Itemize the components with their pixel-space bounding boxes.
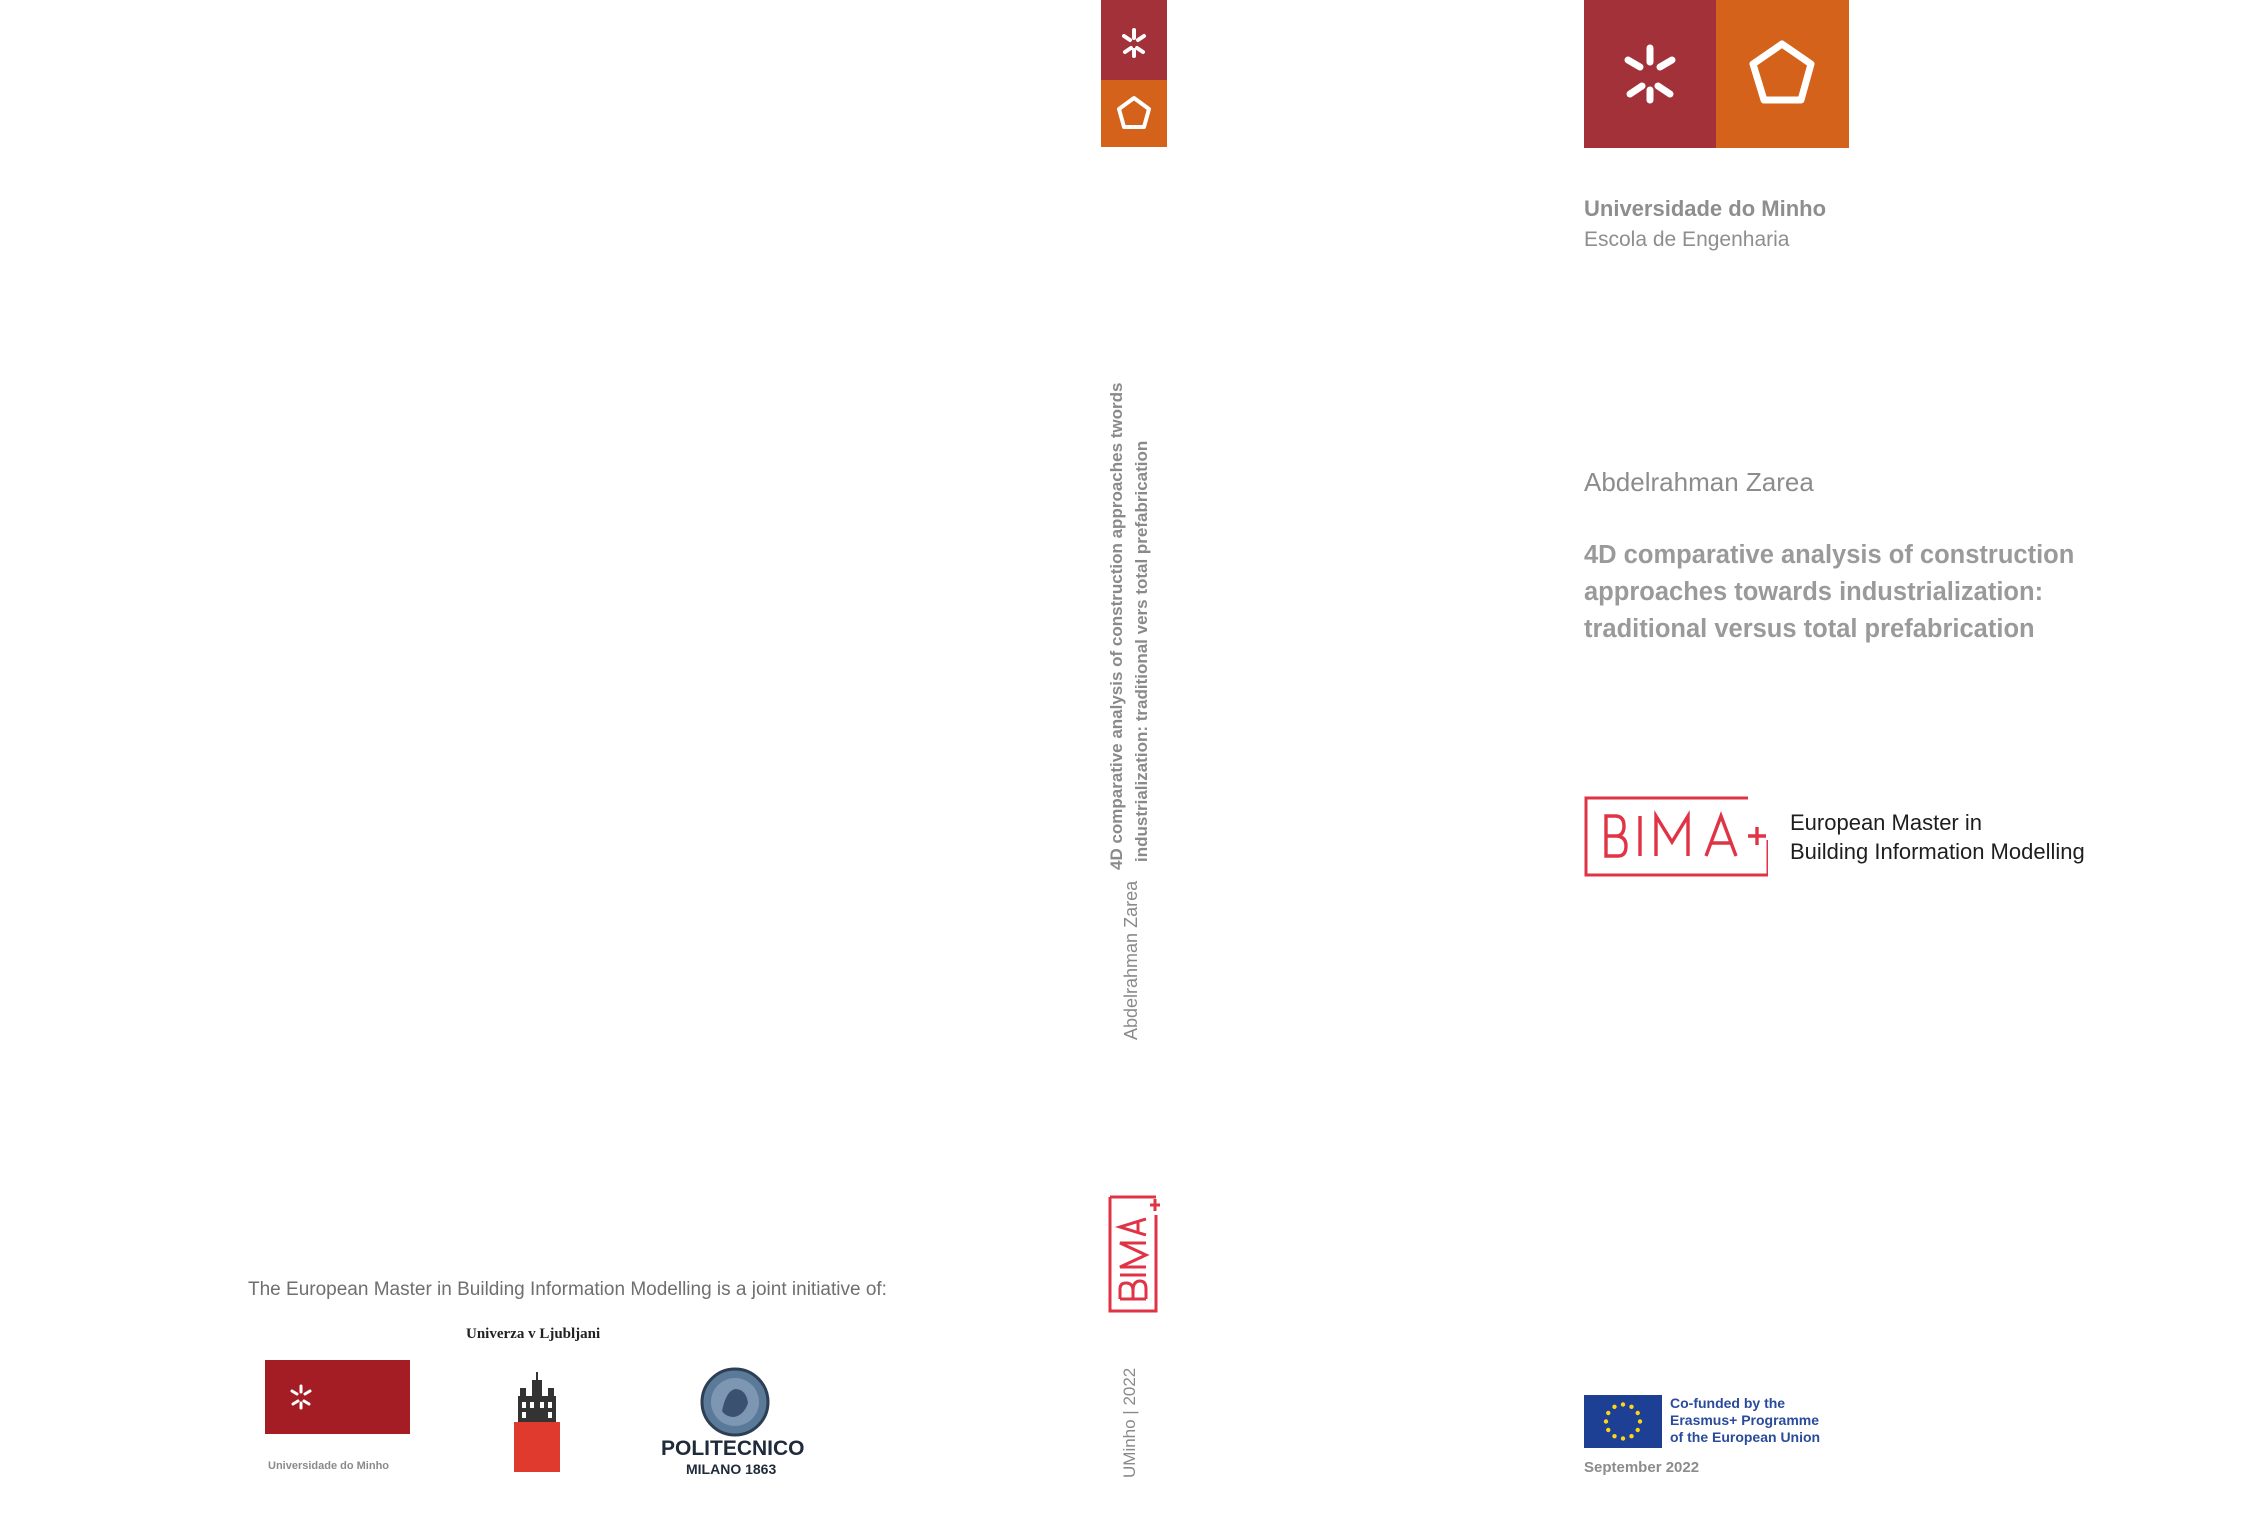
- school-name: Escola de Engenharia: [1584, 228, 1790, 251]
- uminho-star-icon: [1584, 0, 1716, 148]
- ljubljana-logo-icon: [512, 1372, 562, 1472]
- eu-star: [1606, 1411, 1610, 1415]
- eu-star: [1612, 1405, 1616, 1409]
- spine-bima-logo-icon: [1106, 1195, 1160, 1313]
- thesis-title: [1584, 537, 2144, 648]
- eu-star: [1636, 1411, 1640, 1415]
- spine-title-line-1: 4D comparative analysis of construction approaches twords: [1107, 382, 1126, 870]
- university-name: Universidade do Minho: [1584, 196, 1827, 221]
- back-ljubljana-caption: Univerza v Ljubljani: [466, 1326, 601, 1342]
- spine-engineering-logo-icon: [1101, 80, 1167, 147]
- polimi-caption-sub: MILANO 1863: [686, 1461, 777, 1477]
- back-uminho-caption: Universidade do Minho: [268, 1460, 390, 1472]
- eu-star: [1621, 1402, 1625, 1406]
- cover-date: September 2022: [1584, 1459, 1700, 1476]
- eu-text-line: Erasmus+ Programme: [1670, 1412, 1820, 1428]
- polimi-caption: POLITECNICO: [661, 1437, 805, 1460]
- eu-cofunded-text: [1670, 1395, 1820, 1446]
- spine-author: Abdelrahman Zarea: [1121, 880, 1141, 1040]
- bima-logo-icon: [1584, 796, 1768, 877]
- eu-star: [1638, 1419, 1642, 1423]
- back-uminho-logo-icon: [265, 1360, 410, 1434]
- pentagon-icon: [1716, 0, 1849, 148]
- spine-footer: UMinho | 2022: [1120, 1367, 1139, 1478]
- eu-star: [1604, 1419, 1608, 1423]
- spine-title-line-2: industrialization: traditional vers total prefabrication: [1132, 440, 1151, 862]
- eu-star: [1606, 1428, 1610, 1432]
- bima-tagline-line: European Master in: [1790, 810, 1982, 835]
- eu-star: [1629, 1405, 1633, 1409]
- thesis-title-line: traditional versus total prefabrication: [1584, 615, 2035, 643]
- eu-star: [1629, 1434, 1633, 1438]
- eu-text-line: Co-funded by the: [1670, 1395, 1786, 1411]
- eu-star: [1612, 1434, 1616, 1438]
- spine-uminho-logo-icon: [1101, 0, 1167, 80]
- thesis-title-line: 4D comparative analysis of construction: [1584, 541, 2075, 569]
- eu-flag-icon: [1584, 1395, 1662, 1448]
- joint-initiative-text: The European Master in Building Information Modelling is a joint initiative of:: [248, 1279, 887, 1300]
- eu-star: [1621, 1436, 1625, 1440]
- eu-text-line: of the European Union: [1670, 1429, 1821, 1445]
- bima-tagline: [1790, 808, 2085, 866]
- polimi-seal-icon: [700, 1367, 770, 1437]
- thesis-title-line: approaches towards industrialization:: [1584, 578, 2044, 606]
- eu-star: [1636, 1428, 1640, 1432]
- bima-tagline-line: Building Information Modelling: [1790, 839, 2085, 864]
- author-name: Abdelrahman Zarea: [1584, 467, 1814, 497]
